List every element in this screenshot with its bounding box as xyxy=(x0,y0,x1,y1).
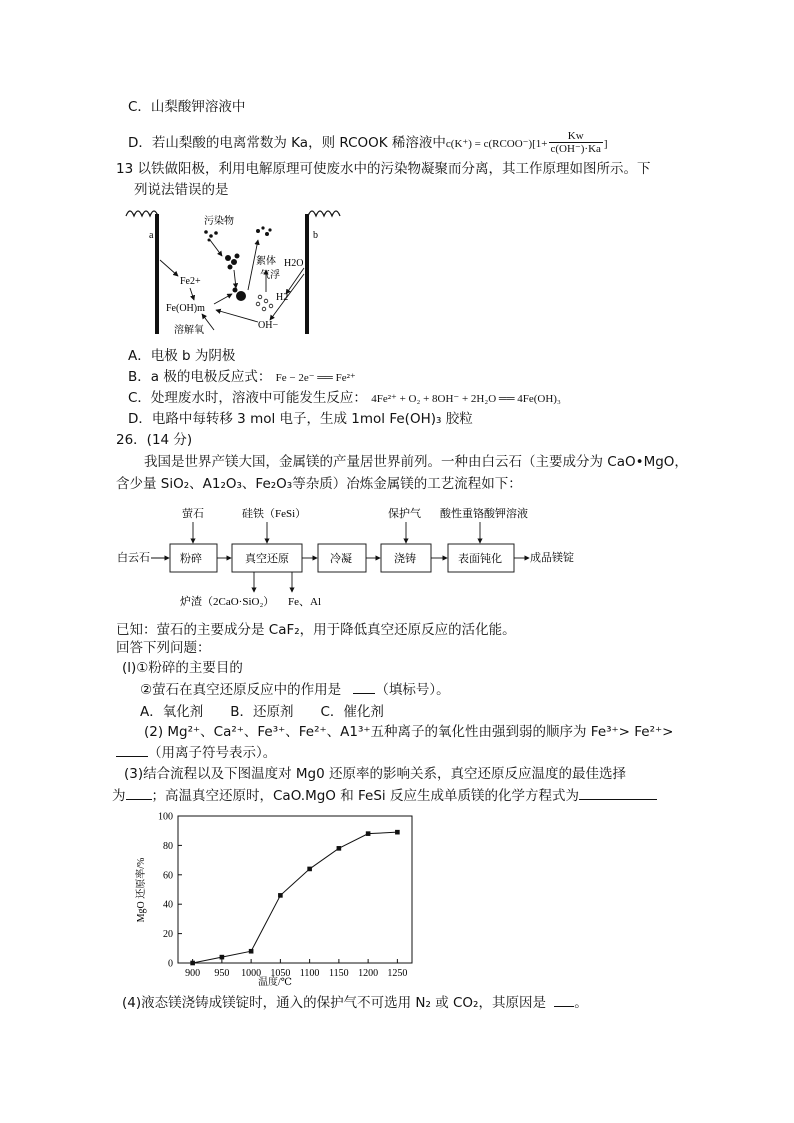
pollutant-dots xyxy=(204,226,271,241)
data-point xyxy=(278,893,283,898)
flow-slag: 炉渣（2CaO·SiO₂） xyxy=(180,596,275,608)
flow-add-fluorite: 萤石 xyxy=(182,508,204,520)
q26-header: 26．(14 分) xyxy=(116,432,193,448)
q26-intro-line1: 我国是世界产镁大国，金属镁的产量居世界前列。一种由白云石（主要成分为 CaO•MgO， xyxy=(144,454,688,470)
q26-p2-line2 xyxy=(116,744,276,762)
answer-blank-p1[interactable] xyxy=(353,681,375,694)
q26-p3-line2 xyxy=(112,787,657,805)
data-point xyxy=(366,831,371,836)
y-tick-label: 0 xyxy=(168,958,173,970)
chart-series xyxy=(190,830,399,965)
electrolysis-diagram xyxy=(118,200,354,338)
label-oh: OH− xyxy=(258,320,279,331)
q13-stem-line1: 13 以铁做阳极，利用电解原理可使废水中的污染物凝聚而分离，其工作原理如图所示。下 xyxy=(116,161,651,177)
flow-add-ferrosilicon: 硅铁（FeSi） xyxy=(242,508,307,520)
data-point xyxy=(220,955,225,960)
data-point xyxy=(249,949,254,954)
q12-option-d-text: D．若山梨酸的电离常数为 Ka，则 RCOOK 稀溶液中 xyxy=(128,135,446,151)
q13-option-a: A．电极 b 为阴极 xyxy=(128,348,236,364)
label-h2: H2 xyxy=(276,292,289,303)
y-tick-label: 100 xyxy=(158,811,173,823)
electrode-a-label: a xyxy=(149,230,154,241)
answer-blank-p3-equation[interactable] xyxy=(579,787,657,800)
q26-answer-prompt: 回答下列问题： xyxy=(116,640,211,656)
flow-byproduct: Fe、Al xyxy=(288,596,321,608)
y-tick-label: 80 xyxy=(163,840,173,852)
q13-option-b-text: B．a 极的电极反应式： xyxy=(128,369,272,385)
electrode-b-label: b xyxy=(313,230,318,241)
flow-step-condense: 冷凝 xyxy=(330,553,352,565)
answer-blank-p2[interactable] xyxy=(116,744,148,757)
x-tick-label: 1200 xyxy=(358,968,379,979)
y-tick-label: 60 xyxy=(163,870,173,882)
label-floc: 絮体 xyxy=(256,256,276,267)
q26-p2-line2-suffix: （用离子符号表示）。 xyxy=(148,745,277,761)
electrode-b xyxy=(305,214,309,334)
chart-x-ticks xyxy=(185,959,407,979)
q26-p1-options: A．氧化剂 B．还原剂 C．催化剂 xyxy=(140,704,384,720)
q13-option-c xyxy=(128,389,561,408)
data-point xyxy=(190,961,195,966)
q26-p3-line2-prefix: 为 xyxy=(112,788,126,804)
answer-blank-p3-temp[interactable] xyxy=(126,787,152,800)
flow-step-crush: 粉碎 xyxy=(180,553,202,565)
label-h2o: H2O xyxy=(284,258,304,269)
electrode-a xyxy=(155,214,159,334)
mgo-reduction-chart xyxy=(130,806,420,988)
chart-axes xyxy=(178,816,412,963)
coil-left-icon xyxy=(126,211,158,216)
chart-frame xyxy=(178,816,412,963)
label-pollutant: 污染物 xyxy=(204,216,234,227)
q12-fraction xyxy=(549,130,603,156)
q26-p1-line1: (l)①粉碎的主要目的 xyxy=(122,660,243,676)
series-line xyxy=(193,832,398,963)
q26-intro-line2: 含少量 SiO₂、A1₂O₃、Fe₂O₃等杂质）冶炼金属镁的工艺流程如下： xyxy=(116,476,522,492)
coil-right-icon xyxy=(308,211,340,216)
y-tick-label: 40 xyxy=(163,899,173,911)
q13-option-c-equation: 4Fe²⁺ + O₂ + 8OH⁻ + 2H₂O ══ 4Fe(OH)₃ xyxy=(371,393,561,405)
x-tick-label: 950 xyxy=(214,968,230,979)
answer-blank-p4[interactable] xyxy=(554,994,574,1007)
label-feoh: Fe(OH)m xyxy=(166,303,205,314)
q13-option-b-equation: Fe − 2e⁻ ══ Fe²⁺ xyxy=(275,372,356,384)
q26-p4 xyxy=(122,994,588,1012)
label-dissolved-o2: 溶解氧 xyxy=(174,325,204,336)
q26-p3-line1: (3)结合流程以及下图温度对 Mg0 还原率的影响关系，真空还原反应温度的最佳选择 xyxy=(124,766,627,782)
bubbles xyxy=(256,295,273,311)
floc-dots xyxy=(225,254,246,302)
data-point xyxy=(337,846,342,851)
q13-stem-line2: 列说法错误的是 xyxy=(134,182,229,198)
q26-known: 已知：萤石的主要成分是 CaF₂，用于降低真空还原反应的活化能。 xyxy=(116,622,516,638)
data-point xyxy=(395,830,400,835)
x-tick-label: 900 xyxy=(185,968,201,979)
flow-input: 白云石 xyxy=(117,552,150,564)
process-flow xyxy=(114,502,604,612)
q26-p1-line2-text: ②萤石在真空还原反应中的作用是 xyxy=(140,682,342,698)
q13-option-d: D．电路中每转移 3 mol 电子，生成 1mol Fe(OH)₃ 胶粒 xyxy=(128,411,473,427)
q12-formula-close: ] xyxy=(603,138,608,150)
q26-p4-text: (4)液态镁浇铸成镁锭时，通入的保护气不可选用 N₂ 或 CO₂，其原因是 xyxy=(122,995,546,1011)
flow-step-cast: 浇铸 xyxy=(394,553,416,565)
flow-add-protective-gas: 保护气 xyxy=(388,508,421,520)
q26-p1-line2 xyxy=(140,681,450,699)
x-tick-label: 1100 xyxy=(299,968,320,979)
data-point xyxy=(307,867,312,872)
q26-p3-line2-mid: ；高温真空还原时，CaO.MgO 和 FeSi 反应生成单质镁的化学方程式为 xyxy=(151,788,579,804)
label-float: 气浮 xyxy=(260,270,280,281)
q26-p1-line2-suffix: （填标号）。 xyxy=(375,682,450,698)
flow-add-dichromate: 酸性重铬酸钾溶液 xyxy=(440,508,528,520)
q12-option-c: C．山梨酸钾溶液中 xyxy=(128,99,246,115)
q12-option-d-formula: c(K⁺) = c(RCOO⁻)[1+ xyxy=(445,138,548,150)
q26-p2-line1: (2) Mg²⁺、Ca²⁺、Fe³⁺、Fe²⁺、A1³⁺五种离子的氧化性由强到弱的顺序为 Fe³⁺> Fe²⁺> xyxy=(144,724,674,740)
y-tick-label: 20 xyxy=(163,929,173,941)
x-tick-label: 1250 xyxy=(387,968,408,979)
x-tick-label: 1150 xyxy=(329,968,349,979)
flow-step-vacuum: 真空还原 xyxy=(245,553,289,565)
chart-y-axis-label: MgO 还原率/% xyxy=(136,857,147,923)
q13-option-c-text: C．处理废水时，溶液中可能发生反应： xyxy=(128,390,367,406)
x-tick-label: 1050 xyxy=(270,968,291,979)
q12-fraction-denominator: c(OH⁻)·Ka xyxy=(550,143,601,155)
x-tick-label: 1000 xyxy=(241,968,262,979)
chart-x-axis-label: 温度/℃ xyxy=(258,977,292,988)
flow-step-passivate: 表面钝化 xyxy=(458,553,502,565)
label-fe2: Fe2+ xyxy=(180,276,201,287)
q12-option-d xyxy=(128,130,608,156)
q13-option-b xyxy=(128,368,356,387)
flow-output: 成品镁锭 xyxy=(530,552,574,564)
q12-fraction-numerator: Kw xyxy=(549,130,603,143)
q26-p4-suffix: 。 xyxy=(574,995,588,1011)
